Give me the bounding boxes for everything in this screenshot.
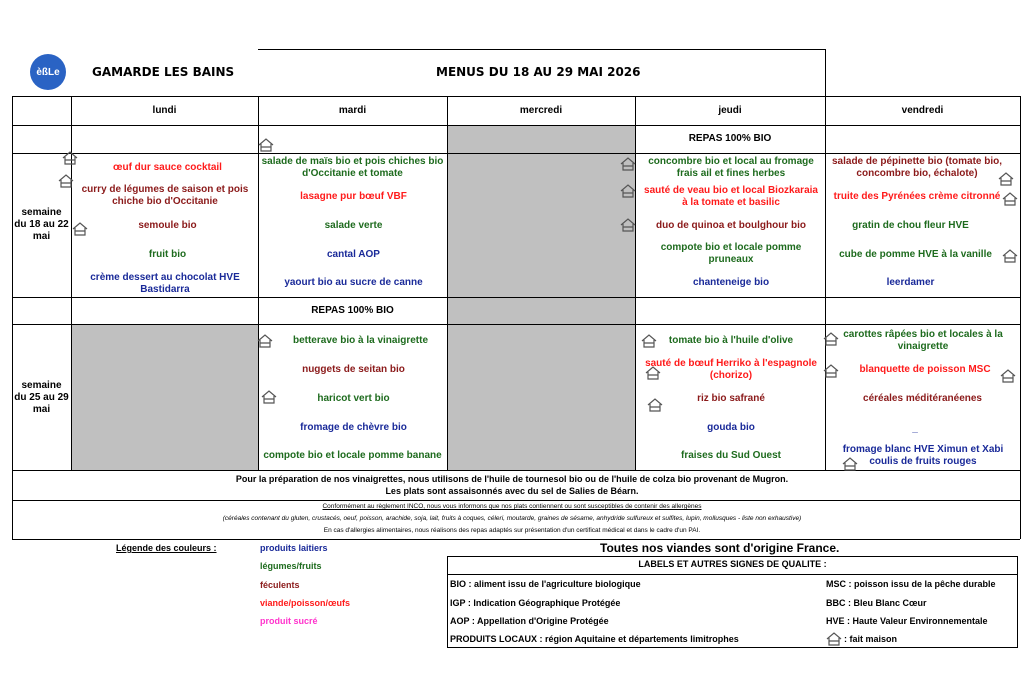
menu-item: crème dessert au chocolat HVE Bastidarra xyxy=(90,272,240,295)
label-local: PRODUITS LOCAUX : région Aquitaine et départements limitrophes xyxy=(450,634,739,644)
house-icon xyxy=(826,632,842,646)
page-title: MENUS DU 18 AU 29 MAI 2026 xyxy=(436,65,641,79)
gray-cell xyxy=(447,324,635,470)
gray-cell xyxy=(447,297,635,324)
house-icon xyxy=(257,334,273,348)
menu-item: tomate bio à l'huile d'olive xyxy=(668,335,794,346)
meat-origin: Toutes nos viandes sont d'origine France. xyxy=(600,541,840,555)
menu-item: cantal AOP xyxy=(327,249,380,260)
menu-item: compote bio et locale pomme pruneaux xyxy=(660,242,802,265)
menu-item: yaourt bio au sucre de canne xyxy=(284,277,423,288)
house-icon xyxy=(645,366,661,380)
day-header-mercredi: mercredi xyxy=(519,104,563,116)
label-msc: MSC : poisson issu de la pêche durable xyxy=(826,579,996,589)
menu-item: salade de maïs bio et pois chiches bio d'Occitanie et tomate xyxy=(261,156,444,179)
label-hve: HVE : Haute Valeur Environnementale xyxy=(826,616,988,626)
menu-item: concombre bio et local au fromage frais ail et fines herbes xyxy=(648,156,814,179)
menu-item: sauté de bœuf Herriko à l'espagnole (chorizo) xyxy=(645,358,817,381)
gray-cell xyxy=(71,324,258,470)
menu-item: fromage de chèvre bio xyxy=(300,422,407,433)
menu-item: riz bio safrané xyxy=(697,393,765,404)
legend-starch: féculents xyxy=(260,580,300,590)
house-icon xyxy=(823,364,839,378)
menu-item: betterave bio à la vinaigrette xyxy=(292,335,429,346)
day-header-mardi: mardi xyxy=(338,104,367,116)
menu-item: salade de pépinette bio (tomate bio, concombre bio, échalote) xyxy=(831,156,1003,179)
menu-item: sauté de veau bio et local Biozkaraia à la tomate et basilic xyxy=(644,185,818,208)
house-icon xyxy=(62,151,78,165)
menu-item: céréales méditéranéenes xyxy=(863,393,982,404)
menu-item: blanquette de poisson MSC xyxy=(859,364,991,375)
menu-item: œuf dur sauce cocktail xyxy=(113,162,222,173)
house-icon xyxy=(641,334,657,348)
oil-note: Pour la préparation de nos vinaigrettes, nous utilisons de l'huile de tournesol bio ou de l'huile de colza bio provenant de Mugron. xyxy=(235,474,789,484)
house-icon xyxy=(823,332,839,346)
allergen-note: (céréales contenant du gluten, crustacés, oeuf, poisson, arachide, soja, lait, fruits à coques, céleri, moutarde, graines de sésame, anhydride sulfureux et sulfites, lupin, mollusques - liste non exhaustive) xyxy=(222,515,802,522)
label-aop: AOP : Appellation d'Origine Protégée xyxy=(450,616,609,626)
menu-item: _ xyxy=(912,423,918,434)
legend-veg: légumes/fruits xyxy=(260,561,322,571)
legend-title: Légende des couleurs : xyxy=(116,543,217,553)
salt-note: Les plats sont assaisonnés avec du sel de Salies de Béarn. xyxy=(385,486,639,496)
menu-item: semoule bio xyxy=(138,220,197,231)
house-icon xyxy=(261,390,277,404)
menu-item: fromage blanc HVE Ximun et Xabi coulis de fruits rouges xyxy=(842,444,1004,467)
house-icon xyxy=(620,218,636,232)
week2-label: semaine du 25 au 29 mai xyxy=(14,380,69,415)
menu-item: lasagne pur bœuf VBF xyxy=(300,191,407,202)
house-icon xyxy=(842,457,858,471)
house-icon xyxy=(620,157,636,171)
banner-week2-mardi: REPAS 100% BIO xyxy=(311,304,394,316)
menu-item: curry de légumes de saison et pois chiche bio d'Occitanie xyxy=(81,184,249,207)
logo-text: èßLe xyxy=(36,66,60,78)
menu-item: truite des Pyrénées crème citronné xyxy=(833,191,1001,202)
gray-cell xyxy=(447,125,635,297)
logo xyxy=(30,54,66,90)
menu-item: nuggets de seitan bio xyxy=(302,364,405,375)
house-icon xyxy=(647,398,663,412)
legend-meat: viande/poisson/œufs xyxy=(260,598,351,608)
menu-item: chanteneige bio xyxy=(692,277,770,288)
menu-item: gouda bio xyxy=(707,422,755,433)
banner-week1-jeudi: REPAS 100% BIO xyxy=(688,133,772,144)
house-icon xyxy=(72,222,88,236)
menu-item: haricot vert bio xyxy=(317,393,390,404)
label-igp: IGP : Indication Géographique Protégée xyxy=(450,598,621,608)
house-icon xyxy=(1002,249,1018,263)
menu-item: leerdamer xyxy=(886,277,935,288)
menu-item: fruit bio xyxy=(148,249,187,260)
label-fait-maison: : fait maison xyxy=(844,634,898,644)
school-name: GAMARDE LES BAINS xyxy=(92,65,235,79)
inco-note: Conformément au règlement INCO, nous vous informons que nos plats contiennent ou sont susceptibles de contenir des allergènes xyxy=(322,503,702,510)
menu-item: salade verte xyxy=(324,220,383,231)
day-header-vendredi: vendredi xyxy=(901,104,944,116)
house-icon xyxy=(998,172,1014,186)
labels-title: LABELS ET AUTRES SIGNES DE QUALITE : xyxy=(638,559,827,569)
menu-item: cube de pomme HVE à la vanille xyxy=(839,249,992,260)
menu-item: carottes râpées bio et locales à la vinaigrette xyxy=(843,329,1003,352)
house-icon xyxy=(58,174,74,188)
menu-item: duo de quinoa et boulghour bio xyxy=(656,220,806,231)
week1-label: semaine du 18 au 22 mai xyxy=(14,207,69,242)
legend-dairy: produits laitiers xyxy=(260,543,328,553)
label-bbc: BBC : Bleu Blanc Cœur xyxy=(826,598,927,608)
legend-sweet: produit sucré xyxy=(260,616,318,626)
menu-item: fraises du Sud Ouest xyxy=(680,450,782,461)
house-icon xyxy=(620,184,636,198)
pai-note: En cas d'allergies alimentaires, nous réalisons des repas adaptés sur présentation d'un certificat médical et dans le cadre d'un PAI. xyxy=(323,527,701,534)
house-icon xyxy=(258,138,274,152)
house-icon xyxy=(1002,192,1018,206)
day-header-lundi: lundi xyxy=(152,104,177,116)
menu-item: gratin de chou fleur HVE xyxy=(852,220,969,231)
house-icon xyxy=(1000,369,1016,383)
label-bio: BIO : aliment issu de l'agriculture biologique xyxy=(450,579,641,589)
day-header-jeudi: jeudi xyxy=(718,104,742,116)
menu-item: compote bio et locale pomme banane xyxy=(263,450,442,461)
